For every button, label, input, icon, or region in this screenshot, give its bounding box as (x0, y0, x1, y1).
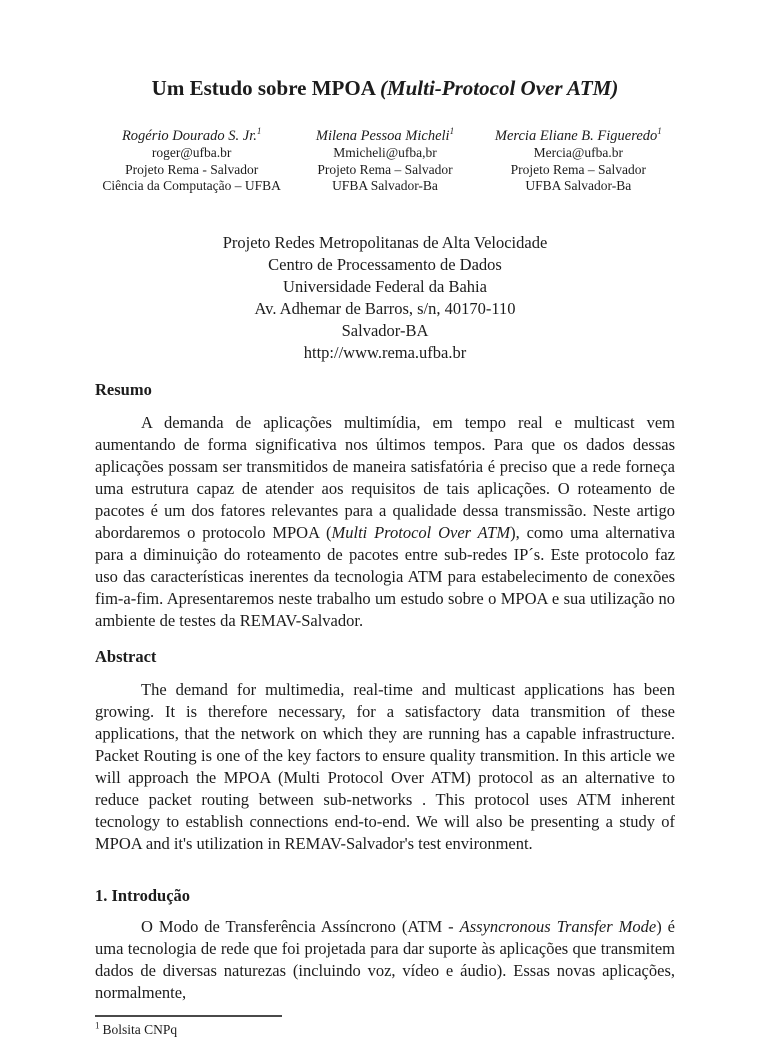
author-3-email: Mercia@ufba.br (533, 145, 623, 160)
author-1-name (95, 127, 288, 145)
resumo-heading: Resumo (95, 379, 152, 399)
introducao-paragraph (95, 916, 675, 1004)
author-3 (482, 127, 675, 195)
author-1 (95, 127, 288, 195)
abstract-paragraph (95, 679, 675, 855)
author-1-project: Projeto Rema - Salvador (125, 161, 259, 177)
author-1-institution: Ciência da Computação – UFBA (102, 178, 281, 193)
paper-title (95, 74, 675, 102)
author-3-project: Projeto Rema – Salvador (510, 161, 646, 177)
resumo-run-italic: Multi Protocol Over ATM (331, 522, 511, 542)
author-3-name (482, 127, 675, 145)
abstract-heading: Abstract (95, 646, 157, 666)
author-2-email: Mmicheli@ufba,br (333, 145, 437, 160)
author-1-footnote-mark: 1 (256, 126, 262, 137)
author-1-email: roger@ufba.br (151, 145, 232, 160)
intro-run-italic: Assyncronous Transfer Mode (459, 916, 657, 936)
author-block (95, 127, 675, 195)
author-2-name (288, 127, 481, 145)
resumo-run-2: ), como uma alternativa para a diminuição do roteamento de pacotes entre sub-redes IP´s. Este protocolo faz uso das características inerentes da tecnologia ATM para estabelecimento de conexões fim-a-fim. Apresentaremos neste trabalho um estudo sobre o MPOA e sua utilização no ambiente de testes da REMAV-Salvador. (95, 522, 676, 630)
affiliation-address-line: Av. Adhemar de Barros, s/n, 40170-110 (254, 298, 516, 318)
resumo-run-1: A demanda de aplicações multimídia, em tempo real e multicast vem aumentando de forma significativa nos últimos tempos. Para que os dados dessas aplicações possam ser transmitidos de maneira satisfatória é preciso que a rede forneça uma estrutura capaz de atender aos requisitos de tais aplicações. O roteamento de pacotes é um dos fatores relevantes para a qualidade dessa transmissão. Neste artigo abordaremos o protocolo MPOA ( (95, 412, 675, 542)
author-2-project: Projeto Rema – Salvador (317, 161, 453, 177)
paper-title-regular: Um Estudo sobre MPOA (151, 76, 375, 100)
resumo-paragraph (95, 412, 675, 632)
author-2-footnote-mark: 1 (449, 126, 455, 137)
introducao-heading: 1. Introdução (95, 885, 191, 905)
author-3-name-text: Mercia Eliane B. Figueredo (494, 128, 658, 144)
author-2-institution: UFBA Salvador-Ba (332, 178, 438, 193)
affiliation-website-url: http://www.rema.ufba.br (303, 342, 467, 362)
affiliation-project-line: Projeto Redes Metropolitanas de Alta Velocidade (222, 232, 548, 252)
affiliation-department-line: Centro de Processamento de Dados (268, 254, 502, 274)
footnote-separator (95, 1015, 282, 1017)
intro-run-2: ) é uma tecnologia de rede que foi projetada para dar suporte às aplicações que transmitem dados de diversas naturezas (incluindo voz, vídeo e áudio). Essas novas aplicações, normalmente, (95, 916, 676, 1002)
author-2-name-text: Milena Pessoa Micheli (315, 128, 450, 144)
affiliation-city-line: Salvador-BA (341, 320, 429, 340)
paper-title-italic: (Multi-Protocol Over ATM) (379, 76, 619, 100)
author-1-name-text: Rogério Dourado S. Jr. (121, 128, 257, 144)
affiliation-university-line: Universidade Federal da Bahia (283, 276, 487, 296)
abstract-text: The demand for multimedia, real-time and multicast applications has been growing. It is therefore necessary, for a satisfactory data transmition of these applications, that the network on which they are running has a capable infrastructure. Packet Routing is one of the key factors to ensure quality transmition. In this article we will approach the MPOA (Multi Protocol Over ATM) protocol as an alternative to reduce packet routing between sub-networks . This protocol uses ATM inherent tecnology to establish connections end-to-end. We will also be presenting a study of MPOA and it's utilization in REMAV-Salvador's test environment. (95, 679, 675, 853)
author-3-footnote-mark: 1 (657, 126, 662, 137)
intro-run-1: O Modo de Transferência Assíncrono (ATM - (141, 916, 460, 936)
footnote (95, 1021, 675, 1038)
footnote-text: Bolsita CNPq (102, 1021, 178, 1037)
author-3-institution: UFBA Salvador-Ba (525, 178, 632, 193)
affiliation-block (95, 232, 675, 364)
author-2 (288, 127, 481, 195)
footnote-mark: 1 (95, 1020, 100, 1030)
